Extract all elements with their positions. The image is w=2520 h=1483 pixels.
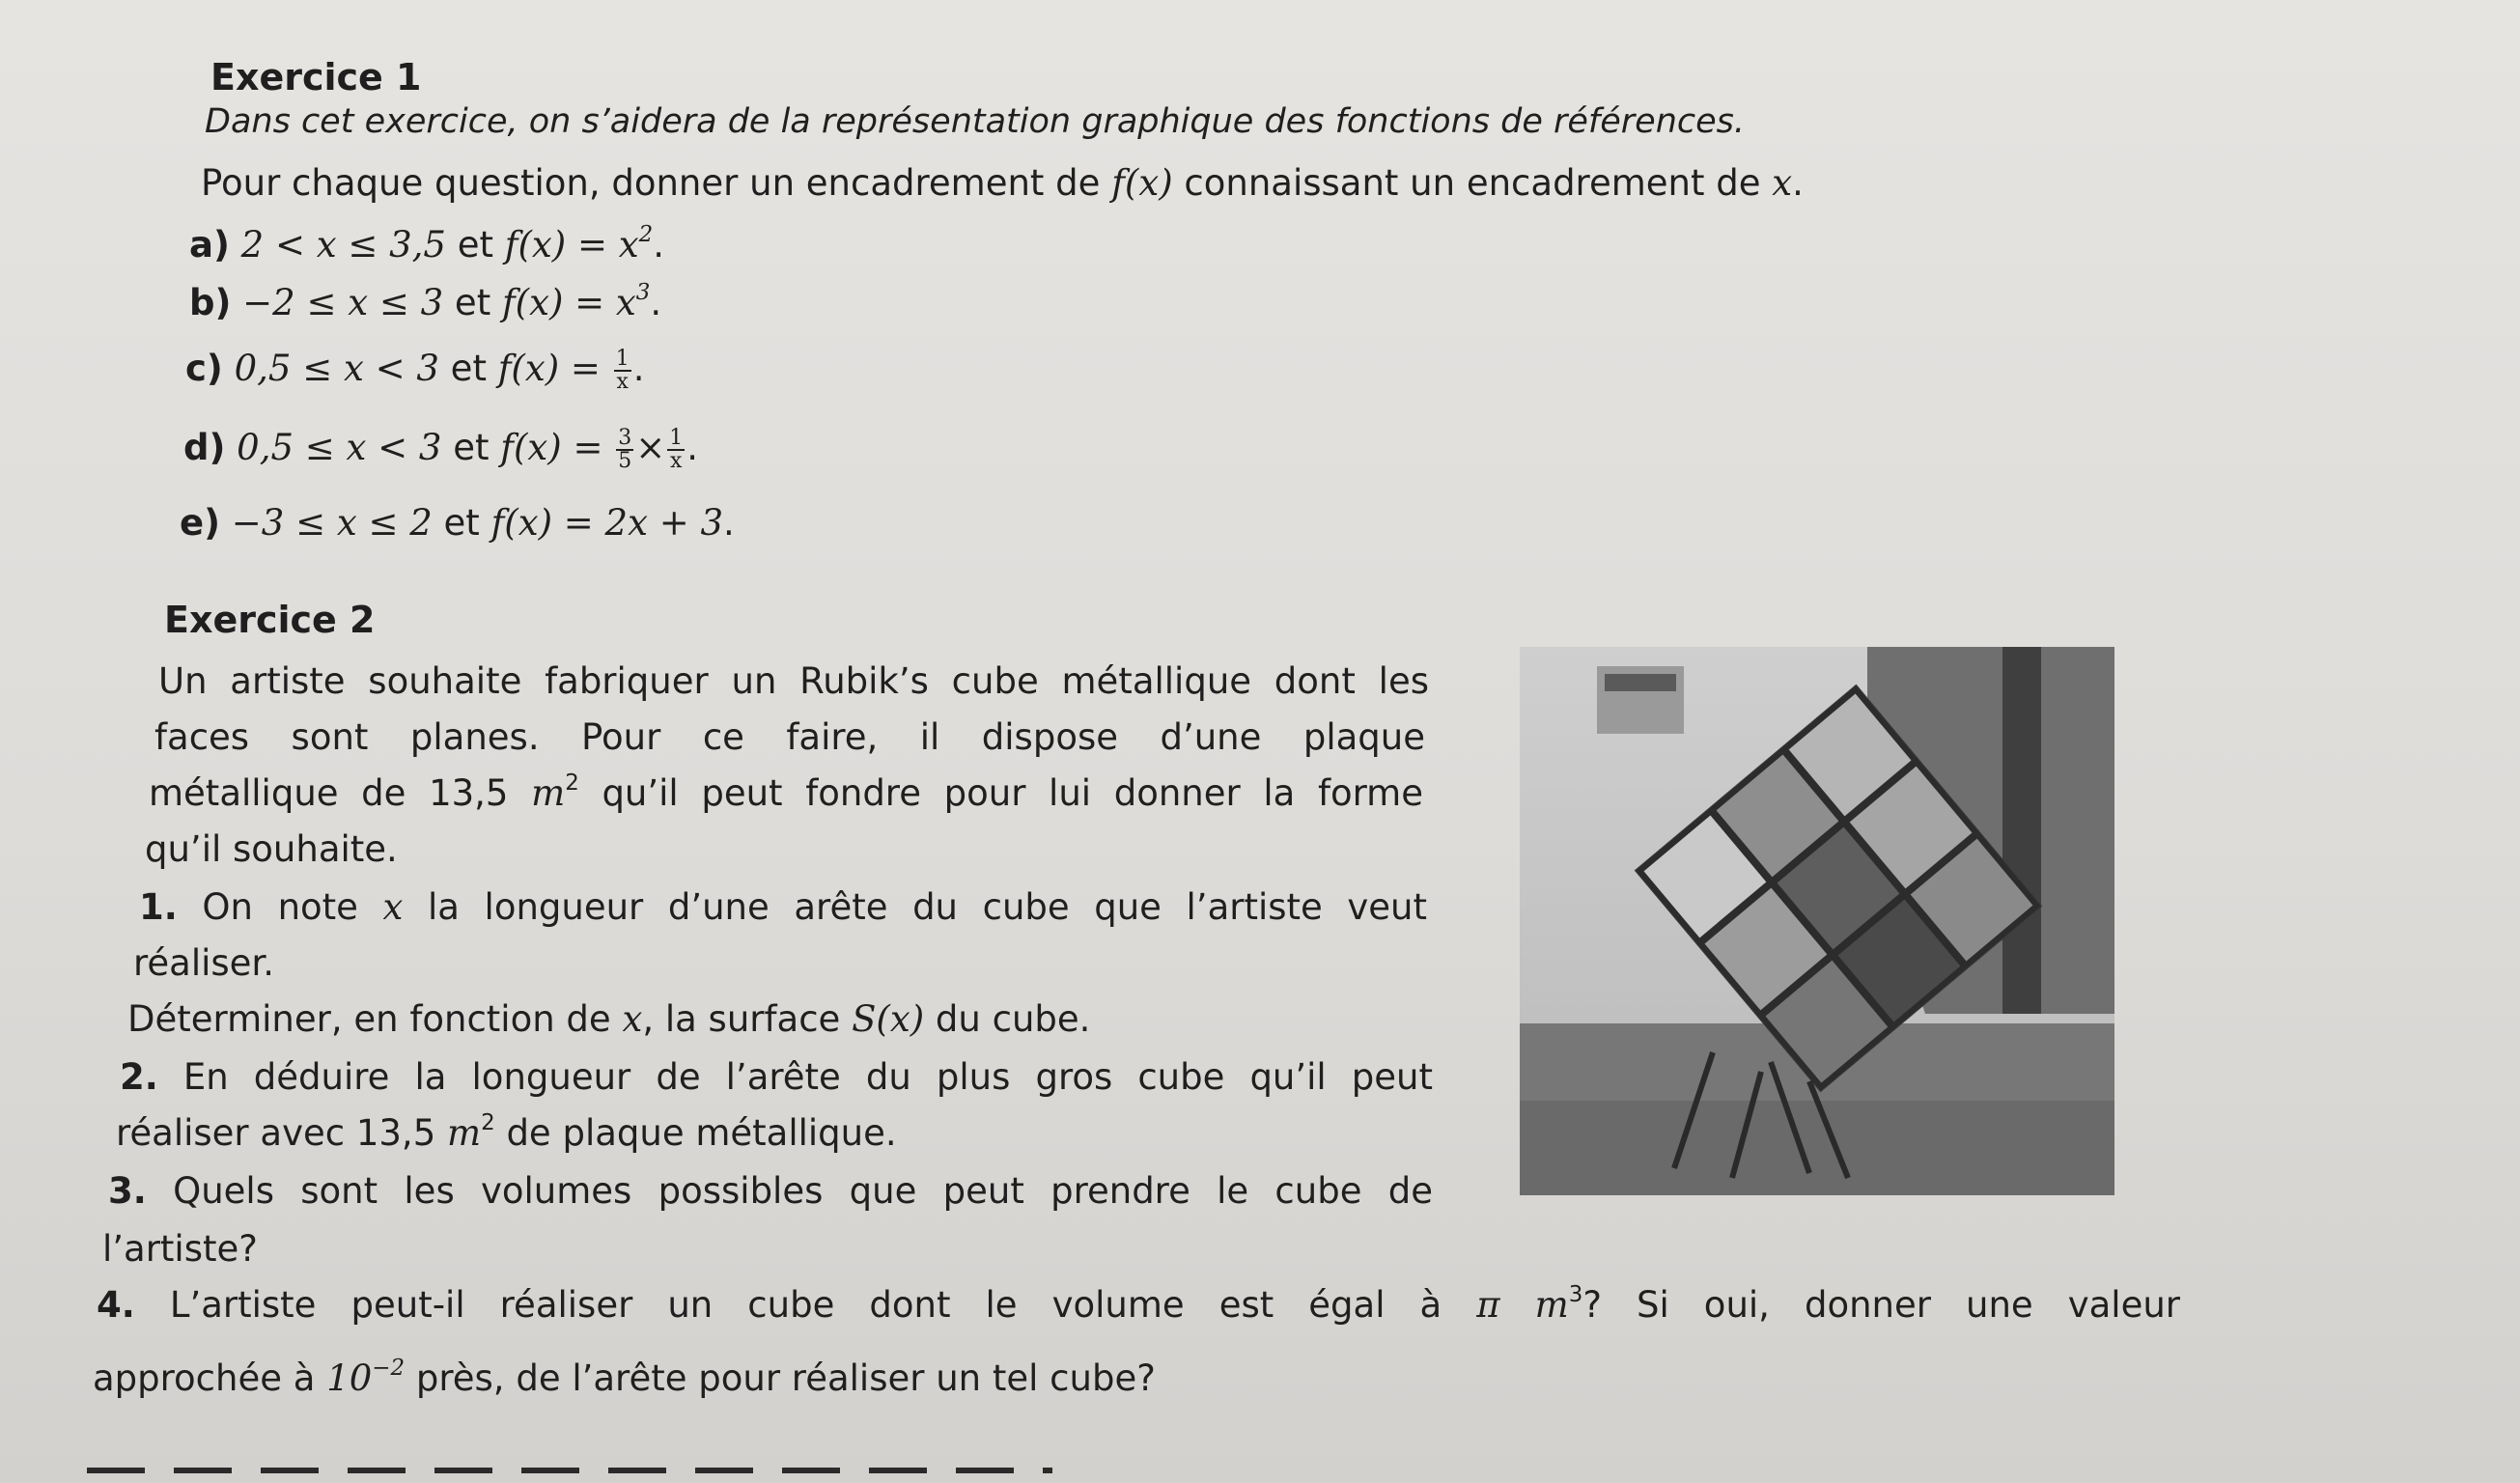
exercise-1-title: Exercice 1 xyxy=(210,56,422,98)
question-4-line-2: approchée à $10^{-2}$ près, de l’arête pour réaliser un tel cube? xyxy=(93,1355,1156,1399)
question-3-line-1: 3. Quels sont les volumes possibles que peut prendre le cube de xyxy=(108,1170,1433,1212)
exercise-1-item-e: e) −3 ≤ x ≤ 2 et f(x) = 2x + 3. xyxy=(180,502,735,544)
exercise-2-para-line-2: faces sont planes. Pour ce faire, il dispose d’une plaque xyxy=(154,716,1425,758)
question-1-line-2: réaliser. xyxy=(133,942,275,984)
rubiks-cube-sculpture-photo xyxy=(1520,647,2114,1195)
exercise-2-title: Exercice 2 xyxy=(164,599,376,641)
rubiks-cube-sculpture-image xyxy=(1520,647,2114,1195)
fraction: $\frac{3}{5}$ xyxy=(618,425,632,473)
question-1-line-3: Déterminer, en fonction de x, la surface S(x) du cube. xyxy=(127,998,1091,1040)
question-2-line-2: réaliser avec 13,5 $m^2$ de plaque métallique. xyxy=(116,1109,897,1154)
exercise-1-intro: Dans cet exercice, on s’aidera de la représentation graphique des fonctions de références. xyxy=(205,102,1746,141)
exercise-1-instruction: Pour chaque question, donner un encadrement de f(x) connaissant un encadrement de x. xyxy=(201,162,1804,204)
exercise-2-para-line-4: qu’il souhaite. xyxy=(145,828,398,870)
exercise-1-item-c: c) 0,5 ≤ x < 3 et f(x) = $\frac{1}{x}$ . xyxy=(185,346,645,394)
exercise-1-item-a: a) 2 < x ≤ 3,5 et $f(x) = x^2$. xyxy=(189,221,664,266)
question-3-line-2: l’artiste? xyxy=(102,1228,258,1270)
fraction: $\frac{1}{x}$ xyxy=(669,425,684,473)
exercise-2-para-line-1: Un artiste souhaite fabriquer un Rubik’s cube métallique dont les xyxy=(158,660,1429,702)
question-1-line-1: 1. On note x la longueur d’une arête du cube que l’artiste veut xyxy=(139,886,1427,928)
exercise-1-item-b: b) −2 ≤ x ≤ 3 et $f(x) = x^3$. xyxy=(189,279,662,323)
exercise-1-item-d: d) 0,5 ≤ x < 3 et f(x) = $\frac{3}{5}$ × $\frac{1}{x}$ . xyxy=(183,425,699,473)
fraction: $\frac{1}{x}$ xyxy=(615,346,630,394)
cropped-next-line xyxy=(87,1468,1052,1473)
question-4-line-1: 4. L’artiste peut-il réaliser un cube dont le volume est égal à π $m^3$? Si oui, donner une valeur xyxy=(97,1281,2180,1326)
exercise-2-para-line-3: métallique de 13,5 $m^2$ qu’il peut fondre pour lui donner la forme xyxy=(149,769,1423,814)
question-2-line-1: 2. En déduire la longueur de l’arête du plus gros cube qu’il peut xyxy=(120,1056,1433,1098)
